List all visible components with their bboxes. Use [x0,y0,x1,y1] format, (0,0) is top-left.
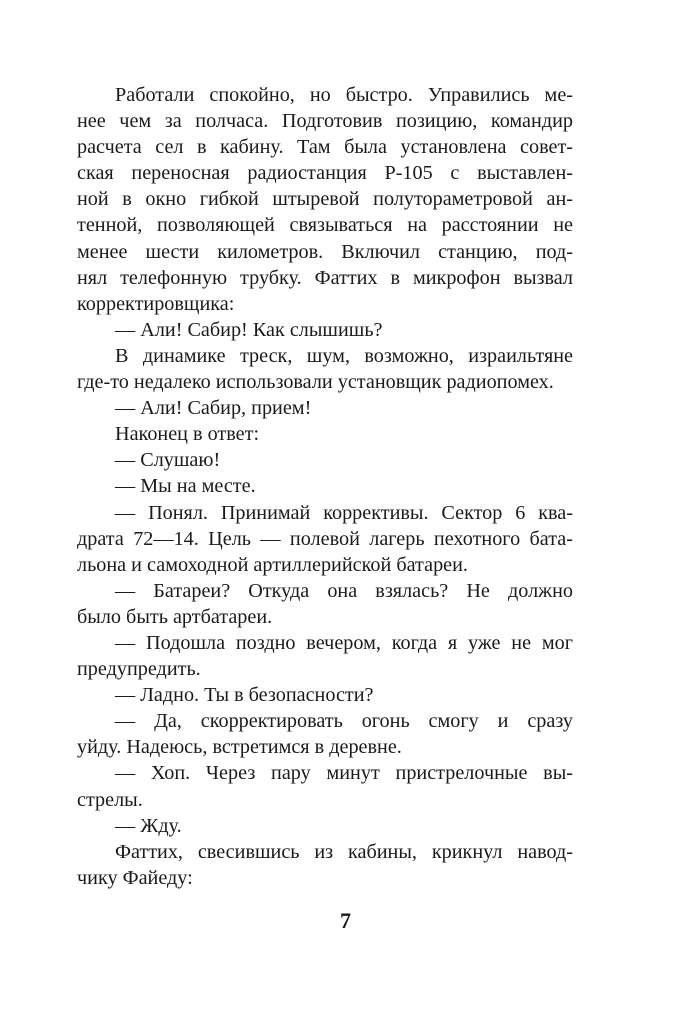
text-line: корректировщика: [77,292,235,315]
text-line: Работали спокойно, но быстро. Управились ме- [115,84,573,106]
text-line: стрелы. [77,788,143,811]
text-line: нял телефонную трубку. Фаттих в микрофон вызвал [77,266,573,289]
text-line: — Ладно. Ты в безопасности? [115,684,374,707]
text-line: чику Файеду: [77,866,193,889]
text-line: драта 72—14. Цель — полевой лагерь пехотного бата- [77,527,573,550]
text-line: Наконец в ответ: [115,423,260,446]
text-line: нее чем за полчаса. Подготовив позицию, командир [77,110,573,133]
text-line: — Мы на месте. [115,475,256,498]
text-line: — Хоп. Через пару минут пристрелочные вы- [115,762,573,785]
text-line: ной в окно гибкой штыревой полутораметровой ан- [77,188,573,211]
text-line: расчета сел в кабину. Там была установлена совет- [77,136,573,159]
text-line: уйду. Надеюсь, встретимся в деревне. [77,736,402,759]
text-line: Фаттих, свесившись из кабины, крикнул навод- [115,840,573,863]
page-number: 7 [340,908,351,933]
text-line: — Али! Сабир, прием! [115,397,312,420]
text-line: В динамике треск, шум, возможно, израильтяне [115,344,573,367]
text-line: — Слушаю! [115,449,221,472]
body-text [77,82,573,891]
text-line: ская переносная радиостанция Р-105 с выставлен- [77,162,573,185]
text-line: — Понял. Принимай коррективы. Сектор 6 ква- [115,501,573,524]
text-line: — Подошла поздно вечером, когда я уже не мог [115,631,573,654]
text-line: тенной, позволяющей связываться на расстоянии не [77,214,573,237]
text-line: — Батареи? Откуда она взялась? Не должно [115,579,573,602]
text-line: менее шести километров. Включил станцию, под- [77,240,573,263]
text-line: — Али! Сабир! Как слышишь? [115,318,383,341]
text-line: предупредить. [77,658,201,681]
text-line: где-то недалеко использовали установщик радиопомех. [77,371,554,394]
text-line: было быть артбатареи. [77,605,273,628]
text-line: льона и самоходной артиллерийской батареи. [77,553,468,576]
text-line: — Да, скорректировать огонь смогу и сразу [115,710,573,733]
text-line: — Жду. [115,814,182,837]
